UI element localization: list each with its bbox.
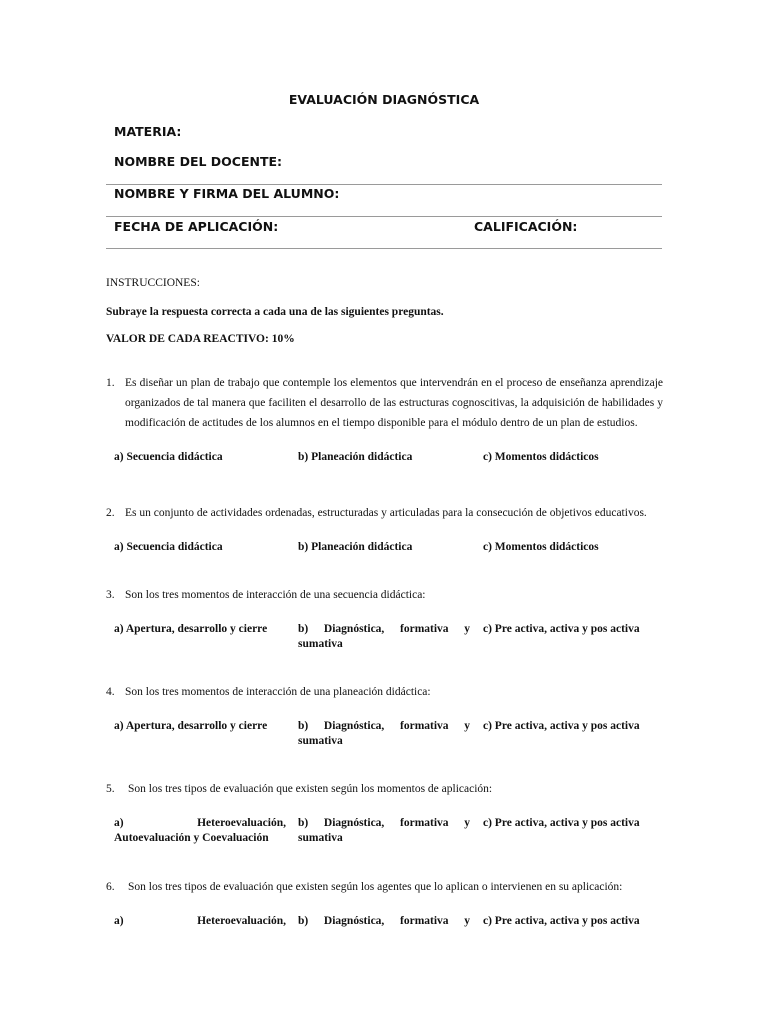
document-title: EVALUACIÓN DIAGNÓSTICA [288, 92, 480, 107]
option-a[interactable]: a) Heteroevaluación, Autoevaluación y Coevaluación [114, 817, 286, 844]
option-b[interactable]: b) Planeación didáctica [298, 451, 413, 463]
question-line: Son los tres momentos de interacción de una planeación didáctica: [125, 686, 431, 698]
question-line: organizados de tal manera que faciliten el desarrollo de las estructuras cognoscitivas, la adquisición de habilidades y [125, 397, 663, 409]
question-line: modificación de actitudes de los alumnos en el tiempo disponible para el módulo dentro de un plan de estudios. [125, 417, 638, 429]
question-number: 4. [106, 686, 115, 698]
option-c[interactable]: c) Pre activa, activa y pos activa [483, 817, 640, 829]
docente-label: NOMBRE DEL DOCENTE: [114, 154, 283, 169]
option-b[interactable]: b) Diagnóstica, formativa y sumativa [298, 720, 470, 747]
question-number: 1. [106, 377, 115, 389]
option-b[interactable]: b) Diagnóstica, formativa y sumativa [298, 623, 470, 650]
question-text [128, 779, 666, 799]
question-text [125, 585, 663, 605]
option-a[interactable]: a) Apertura, desarrollo y cierre [114, 720, 268, 732]
question-text [125, 682, 663, 702]
divider [106, 248, 662, 249]
option-b[interactable]: b) Diagnóstica, formativa y sumativa [298, 817, 470, 844]
divider [106, 216, 662, 217]
item-value: VALOR DE CADA REACTIVO: 10% [106, 333, 295, 345]
option-b[interactable]: b) Planeación didáctica [298, 541, 413, 553]
option-a[interactable]: a) Heteroevaluación, [114, 915, 286, 927]
option-c[interactable]: c) Momentos didácticos [483, 451, 599, 463]
divider [106, 184, 662, 185]
materia-label: MATERIA: [114, 124, 182, 139]
option-a[interactable]: a) Apertura, desarrollo y cierre [114, 623, 268, 635]
option-c[interactable]: c) Pre activa, activa y pos activa [483, 623, 640, 635]
question-number: 2. [106, 507, 115, 519]
option-a[interactable]: a) Secuencia didáctica [114, 541, 223, 553]
question-text [125, 503, 663, 523]
question-line: Es diseñar un plan de trabajo que contemple los elementos que intervendrán en el proceso de enseñanza aprendizaje [125, 377, 663, 389]
question-number: 3. [106, 589, 115, 601]
question-text [125, 373, 663, 433]
option-b[interactable]: b) Diagnóstica, formativa y [298, 915, 470, 927]
instructions-text: Subraye la respuesta correcta a cada una de las siguientes preguntas. [106, 306, 444, 318]
option-c[interactable]: c) Pre activa, activa y pos activa [483, 915, 640, 927]
calificacion-label: CALIFICACIÓN: [474, 219, 578, 234]
question-line: Son los tres tipos de evaluación que existen según los agentes que lo aplican o intervienen en su aplicación: [128, 881, 623, 893]
question-text [128, 877, 666, 897]
alumno-label: NOMBRE Y FIRMA DEL ALUMNO: [114, 186, 340, 201]
question-line: Son los tres momentos de interacción de una secuencia didáctica: [125, 589, 426, 601]
option-c[interactable]: c) Pre activa, activa y pos activa [483, 720, 640, 732]
question-line: Son los tres tipos de evaluación que existen según los momentos de aplicación: [128, 783, 493, 795]
fecha-label: FECHA DE APLICACIÓN: [114, 219, 279, 234]
option-c[interactable]: c) Momentos didácticos [483, 541, 599, 553]
question-number: 5. [106, 783, 115, 795]
question-line: Es un conjunto de actividades ordenadas, estructuradas y articuladas para la consecución de objetivos educativos. [125, 507, 647, 519]
instructions-heading: INSTRUCCIONES: [106, 277, 200, 289]
question-number: 6. [106, 881, 115, 893]
option-a[interactable]: a) Secuencia didáctica [114, 451, 223, 463]
